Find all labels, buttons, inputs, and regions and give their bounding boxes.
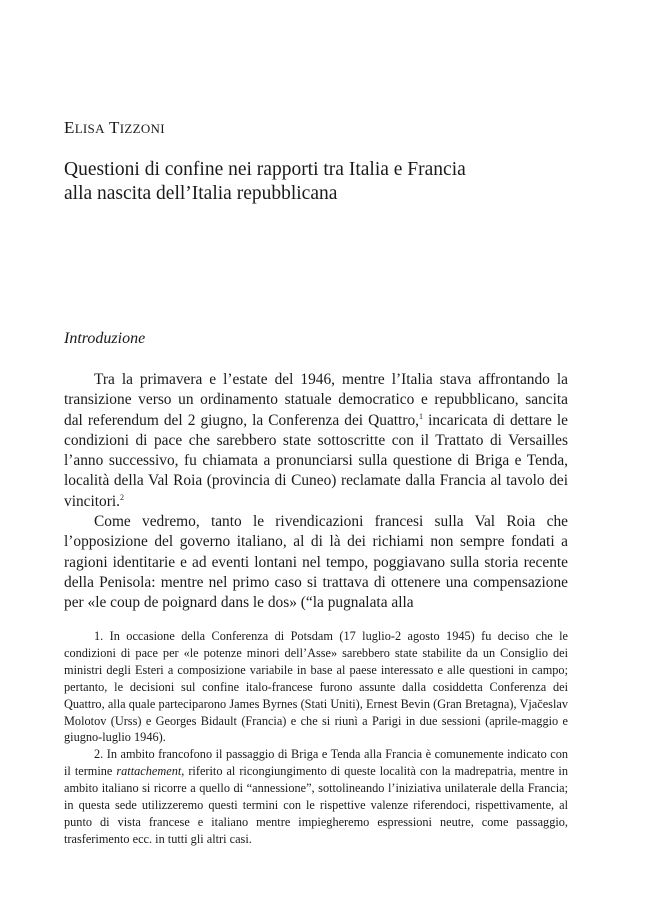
body-paragraph-2: Come vedremo, tanto le rivendicazioni francesi sulla Val Roia che l’opposizione del governo italiano, al di là dei richiami non sempre fondati a ragioni identitarie e ad eventi lontani nel tempo, poggiavano sulla storia recente della Penisola: mentre nel primo caso si trattava di ottenere una compensazione per «le coup de poignard dans le dos» (“la pugnalata alla [64, 513, 568, 612]
footnote-ref-2[interactable]: 2 [120, 492, 124, 502]
footnote-1: 1. In occasione della Conferenza di Potsdam (17 luglio-2 agosto 1945) fu deciso che le condizioni di pace per «le potenze minori dell’Asse» sarebbero state stabilite da un Consiglio dei ministri degli Esteri a composizione variabile in base al paese interessato e alle questioni in campo; pertanto, le decisioni sul confine italo-francese furono assunte dalla cosiddetta Conferenza dei Quattro, alla quale parteciparono James Byrnes (Stati Uniti), Ernest Bevin (Gran Bretagna), Vjačeslav Molotov (Urss) e Georges Bidault (Francia) e che si riunì a Parigi in due sessioni (aprile-maggio e giugno-luglio 1946). [64, 629, 568, 745]
body-paragraph-1 [64, 370, 568, 512]
footnote-ref-1[interactable]: 1 [419, 411, 424, 421]
author-first-rest: LISA [74, 121, 105, 136]
author-name [64, 118, 165, 138]
footnote-2 [64, 746, 568, 847]
footnote-2-text-a: 2. In ambito francofono il passaggio di Briga e Tenda alla Francia è comunemente indicato con il termine [64, 747, 568, 779]
author-last-initial: T [109, 118, 120, 137]
paragraph-1-text-b: incaricata di dettare le condizioni di pace che sarebbero state sottoscritte con il Trattato di Versailles l’anno successivo, fu chiamata a pronunciarsi sulla questione di Briga e Tenda, località della Val Roia (provincia di Cuneo) reclamate dalla Francia al tavolo dei vincitori. [64, 411, 569, 510]
title-line-1: Questioni di confine nei rapporti tra Italia e Francia [64, 159, 466, 180]
footnotes [64, 628, 568, 848]
author-first-initial: E [64, 118, 75, 137]
title-line-2: alla nascita dell’Italia repubblicana [64, 183, 338, 204]
section-heading: Introduzione [64, 330, 146, 347]
author-last-rest: IZZONI [119, 121, 165, 136]
body-text [64, 370, 568, 614]
paragraph-1-text-a: Tra la primavera e l’estate del 1946, mentre l’Italia stava affrontando la transizione verso un ordinamento statuale democratico e repubblicano, sancita dal referendum del 2 giugno, la Conferenza dei Quattro, [64, 371, 568, 429]
footnote-2-text-b: , riferito al ricongiungimento di queste località con la madrepatria, mentre in ambito italiano si ricorre a quello di “annessione”, sottolineando l’iniziativa unilaterale della Francia; in questa sede utilizzeremo questi termini con le rispettive valenze riferendoci, rispettivamente, al punto di vista francese e italiano mentre impiegheremo espressioni neutre, come passaggio, trasferimento ecc. in tutti gli altri casi. [64, 764, 568, 846]
footnote-2-term: rattachement [116, 764, 182, 779]
article-title [64, 158, 584, 206]
